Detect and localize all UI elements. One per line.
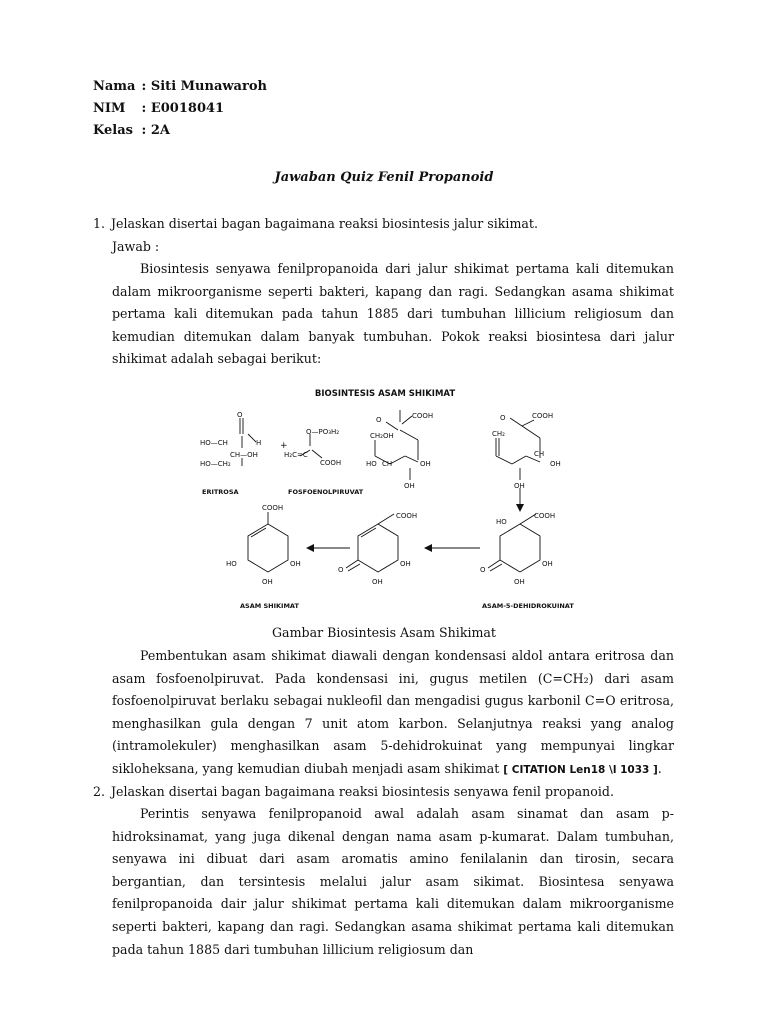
document-title: Jawaban Quiz Fenil Propanoid [274,170,494,185]
kelas-value: : 2A [141,123,170,138]
c4-ch: CH [534,450,545,458]
diagram-title: BIOSINTESIS ASAM SHIKIMAT [314,389,456,399]
eritrosa-h: H [256,439,262,447]
shik-oh-bottom: OH [262,578,273,586]
c3-oh-bottom: OH [404,482,415,490]
dhq-o: O [480,566,486,574]
c4-o: O [500,414,506,422]
shik-oh: OH [290,560,301,568]
mid-cooh: COOH [396,512,418,520]
c4-cooh: COOH [532,412,554,420]
c3-o: O [376,416,382,424]
answer-1-paragraph-1: Biosintesis senyawa fenilpropanoida dari jalur shikimat pertama kali ditemukan dalam mikroorganisme seperti bakteri, kapang dan ragi. Sedangkan asama shikimat pertama kali ditemukan pada tahun 1885 dari tumbuhan lillicium religiosum dan kemudian ditemukan dalam banyak tumbuhan. Pokok reaksi biosintesa dari jalur shikimat adalah sebagai berikut: [112,261,674,367]
pep-cooh: COOH [320,459,342,467]
c3-cooh: COOH [412,412,434,420]
c3-ch: CH [382,460,393,468]
label-dehidrokuinat: ASAM-5-DEHIDROKUINAT [482,602,574,610]
dhq-oh-bottom: OH [514,578,525,586]
nim-value: : E0018041 [141,101,225,116]
label-fosfoenolpiruvat: FOSFOENOLPIRUVAT [288,488,364,496]
name-key: Nama [93,79,136,94]
nim-key: NIM [93,101,126,116]
pep-opo3h2: O—PO₃H₂ [306,428,340,436]
c3-ho: HO [366,460,377,468]
header-name-row [93,79,267,94]
question-2-number: 2. [93,784,106,799]
dhq-cooh: COOH [534,512,556,520]
shikimate-biosynthesis-diagram [190,382,580,614]
question-1-text: Jelaskan disertai bagan bagaimana reaksi biosintesis jalur sikimat. [111,216,538,231]
question-2 [93,781,678,803]
eritrosa-ho-ch2: HO—CH₂ [200,460,231,468]
c3-oh: OH [420,460,431,468]
answer-1-paragraph-2 [112,645,674,782]
dhq-ho: HO [496,518,507,526]
dhq-oh: OH [542,560,553,568]
name-value: : Siti Munawaroh [141,79,267,94]
c4-oh: OH [550,460,561,468]
question-2-text: Jelaskan disertai bagan bagaimana reaksi biosintesis senyawa fenil propanoid. [111,784,614,799]
header-nim-row [93,101,224,116]
citation: [ CITATION Len18 \l 1033 ] [503,763,658,776]
header-kelas-row [93,123,170,138]
question-1 [93,213,678,235]
plus-sign: + [280,441,288,451]
shik-ho: HO [226,560,237,568]
shik-cooh: COOH [262,504,284,512]
mid-oh: OH [400,560,411,568]
question-1-number: 1. [93,216,106,231]
mid-oh-bottom: OH [372,578,383,586]
c4-oh-bottom: OH [514,482,525,490]
jawab-label: Jawab : [112,239,160,254]
c4-ch2: CH₂ [492,430,505,438]
kelas-key: Kelas [93,123,133,138]
label-eritrosa: ERITROSA [202,488,239,496]
paragraph-2-end: . [657,760,662,776]
mid-o: O [338,566,344,574]
figure-caption: Gambar Biosintesis Asam Shikimat [272,625,496,640]
answer-1-paragraph-2-text: Pembentukan asam shikimat diawali dengan kondensasi aldol antara eritrosa dan asam fosfoenolpiruvat. Pada kondensasi ini, gugus metilen (C=CH₂) dari asam fosfoenolpiruvat berlaku sebagai nukleofil dan mengadisi gugus karbonil C=O eritrosa, menghasilkan gula dengan 7 unit atom karbon. Selanjutnya reaksi yang analog (intramolekuler) menghasilkan asam 5-dehidrokuinat yang mempunyai lingkar sikloheksana, yang kemudian diubah menjadi asam shikimat [112,648,674,776]
label-asam-shikimat: ASAM SHIKIMAT [240,602,299,610]
c3-ch2oh: CH₂OH [370,432,394,440]
eritrosa-o: O [237,411,243,419]
pep-h2c-c: H₂C=C [284,451,308,459]
answer-2-paragraph-1: Perintis senyawa fenilpropanoid awal adalah asam sinamat dan asam p-hidroksinamat, yang juga dikenal dengan nama asam p-kumarat. Dalam tumbuhan, senyawa ini dibuat dari asam aromatis amino fenilalanin dan tirosin, secara bergantian, dan tersintesis melalui jalur asam sikimat. Biosintesa senyawa fenilpropanoida dair jalur shikimat pertama kali ditemukan dalam mikroorganisme seperti bakteri, kapang dan ragi. Sedangkan asama shikimat pertama kali ditemukan pada tahun 1885 dari tumbuhan lillicium religiosum dan [112,806,674,957]
eritrosa-ho-ch: HO—CH [200,439,228,447]
eritrosa-ch-oh: CH—OH [230,451,258,459]
